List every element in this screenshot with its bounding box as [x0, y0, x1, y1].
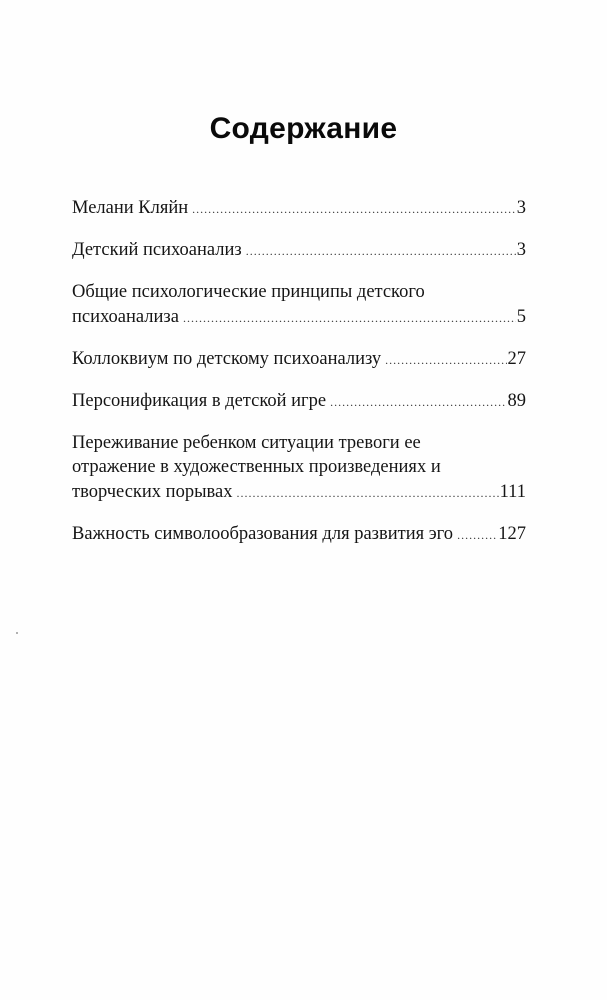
toc-entry-title: Мелани Кляйн — [72, 198, 189, 218]
toc-page-number: 27 — [507, 348, 526, 369]
toc-entry-line — [72, 480, 526, 505]
dot-leader — [246, 239, 516, 264]
toc-entry-title: Коллоквиум по детскому психоанализу — [72, 348, 382, 369]
toc-entry-line — [72, 522, 526, 547]
toc-entry-line — [72, 347, 526, 372]
toc-page-number: 89 — [507, 390, 526, 411]
toc-entry[interactable] — [72, 196, 526, 221]
toc-entry-line — [72, 305, 526, 330]
toc-entry-title: психоанализа — [72, 306, 179, 327]
toc-entry-title: Персонификация в детской игре — [72, 390, 327, 411]
toc-page-number: 111 — [499, 481, 526, 502]
dot-leader — [183, 306, 516, 331]
toc-entry-line — [72, 196, 526, 221]
page-title: Содержание — [209, 112, 398, 145]
dot-leader — [236, 481, 498, 506]
toc-entry-title: Детский психоанализ — [72, 240, 242, 260]
dot-leader — [385, 348, 506, 373]
toc-entry[interactable] — [72, 522, 526, 547]
scan-speck — [16, 632, 18, 634]
toc-page-number: 127 — [498, 523, 526, 544]
toc-entry-title-line: Переживание ребенком ситуации тревоги ее — [72, 432, 421, 453]
toc-entry-line — [72, 389, 526, 414]
toc-entry-title-line: отражение в художественных произведениях и — [72, 457, 441, 477]
toc-entry[interactable] — [72, 389, 526, 414]
toc-page-number: 3 — [516, 198, 526, 218]
toc-entry-title: Важность символообразования для развития эго — [72, 523, 454, 544]
toc-entry[interactable] — [72, 238, 526, 263]
toc-entry[interactable] — [72, 347, 526, 372]
toc-entry[interactable] — [72, 431, 526, 505]
toc-entry[interactable] — [72, 280, 526, 329]
toc-page-number: 5 — [516, 306, 526, 327]
dot-leader — [457, 523, 497, 548]
dot-leader — [192, 197, 516, 222]
toc-entry-title-line: Общие психологические принципы детского — [72, 282, 425, 302]
toc-page-number: 3 — [516, 240, 526, 260]
table-of-contents — [72, 196, 526, 564]
toc-entry-title: творческих порывах — [72, 481, 233, 502]
dot-leader — [330, 390, 506, 415]
toc-entry-line — [72, 238, 526, 263]
